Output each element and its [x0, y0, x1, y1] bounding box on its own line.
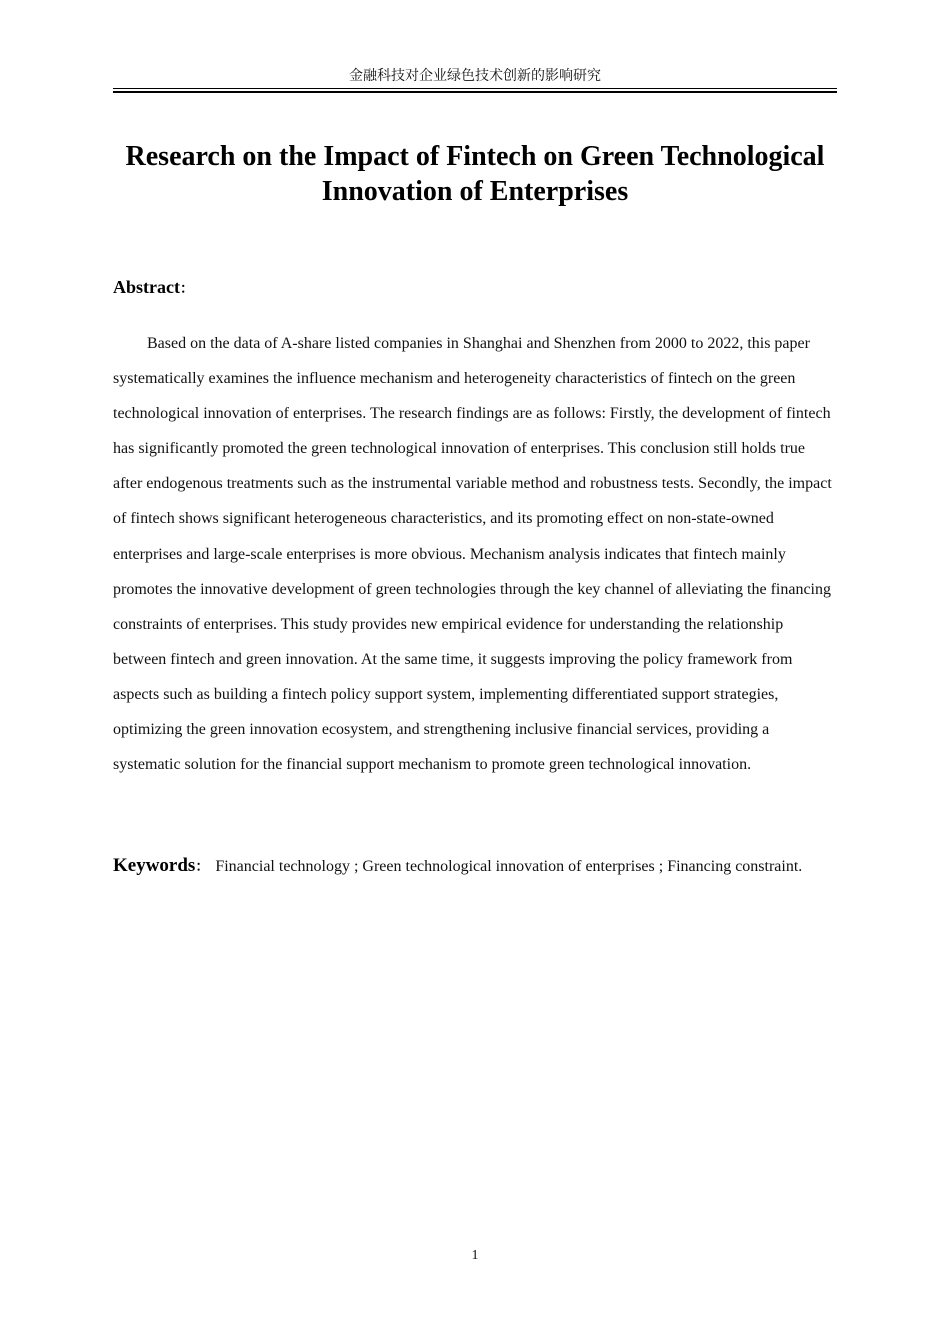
abstract-heading-colon: ： — [179, 281, 194, 297]
keywords-label: Keywords — [113, 855, 196, 876]
paper-title: Research on the Impact of Fintech on Green Technological Innovation of Enterprises — [125, 141, 825, 207]
abstract-heading — [113, 275, 194, 301]
keywords-colon: ： — [195, 859, 210, 875]
keywords-text: Financial technology ; Green technological innovation of enterprises ; Financing constraint. — [215, 858, 803, 875]
keywords-line — [113, 852, 853, 881]
abstract-heading-label: Abstract — [113, 277, 180, 297]
page-number: 1 — [471, 1248, 479, 1263]
running-header: 金融科技对企业绿色技术创新的影响研究 — [349, 68, 601, 84]
abstract-body: Based on the data of A-share listed companies in Shanghai and Shenzhen from 2000 to 2022, this paper systematically examines the influence mechanism and heterogeneity characteristics of fintech on the green technological innovation of enterprises. The research findings are as follows: Firstly, the development of fintech has significantly promoted the green technological innovation of enterprises. This conclusion still holds true after endogenous treatments such as the instrumental variable method and robustness tests. Secondly, the impact of fintech shows significant heterogeneous characteristics, and its promoting effect on non-state-owned enterprises and large-scale enterprises is more obvious. Mechanism analysis indicates that fintech mainly promotes the innovative development of green technologies through the key channel of alleviating the financing constraints of enterprises. This study provides new empirical evidence for understanding the relationship between fintech and green innovation. At the same time, it suggests improving the policy framework from aspects such as building a fintech policy support system, implementing differentiated support strategies, optimizing the green innovation ecosystem, and strengthening inclusive financial services, providing a systematic solution for the financial support mechanism to promote green technological innovation. — [113, 335, 832, 774]
header-double-rule — [113, 88, 837, 93]
